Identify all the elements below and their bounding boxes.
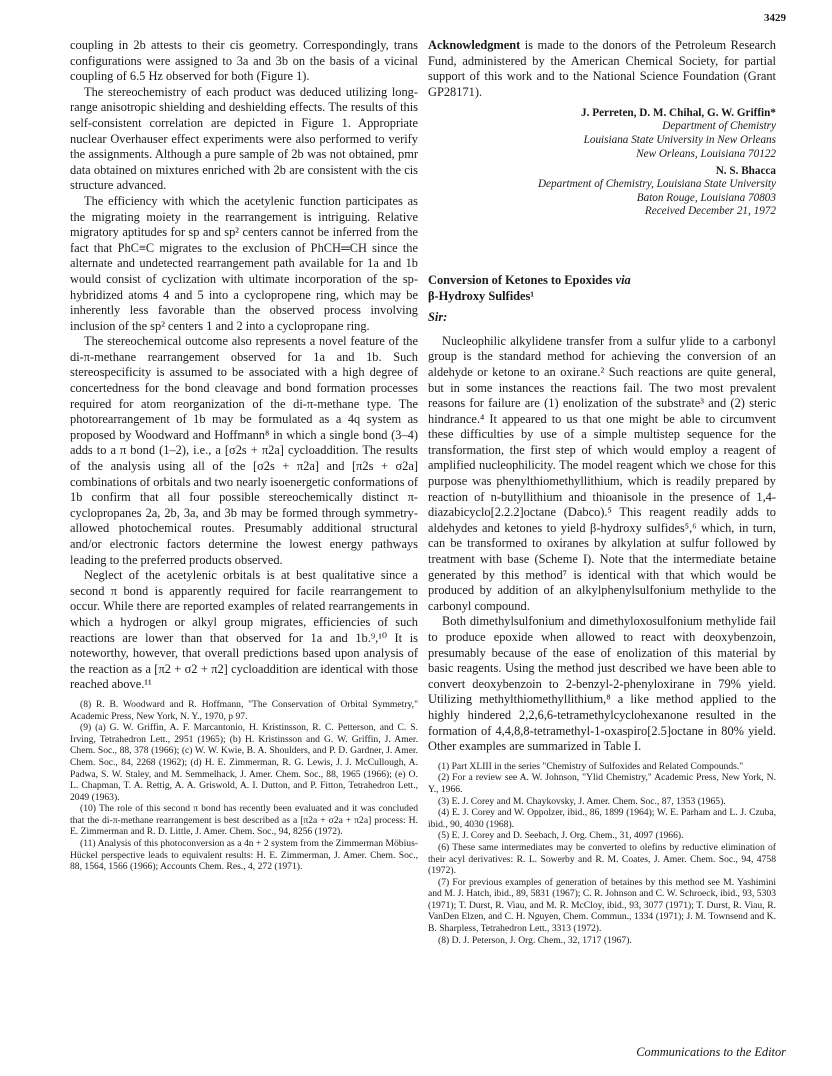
received-date: Received December 21, 1972: [644, 205, 776, 218]
footnote: (10) The role of this second π bond has recently been evaluated and it was concluded that the di-π-methane rearrangement is best described as a [π2a + σ2a + π2a] process: H. E. Zimmerman and R. D. Little, J. Amer. Chem. Soc., 94, 8256 (1972).: [70, 803, 418, 838]
paragraph: Both dimethylsulfonium and dimethyloxosulfonium methylide fail to produce epoxide when allowed to react with deoxybenzoin, presumably because of the ease of enolization of this material by basic reagents. Using the method just described we have been able to convert deoxybenzoin to 2-benzyl-2-phenyloxirane in 79% yield. Utilizing methylthiomethyllithium,⁸ a like method applied to the highly hindered 2,2,6,6-tetramethylcyclohexanone resulted in the formation of 4,4,8,8-tetramethyl-1-oxaspiro[2.5]octane in 80% yield. Other examples are summarized in Table I.: [428, 614, 776, 754]
affiliation: Department of Chemistry: [662, 120, 776, 133]
paragraph: The stereochemistry of each product was deduced utilizing long-range anisotropic shielding and deshielding effects. The results of this self-consistent correlation are depicted in Figure 1. Appropriate nuclear Overhauser effect experiments were also performed to verify the assignments. Although a pure sample of 2b was not obtained, pmr data obtained on mixtures enriched with 2b are consistent with the cis structure advanced.: [70, 84, 418, 193]
footnotes: [70, 699, 418, 873]
affiliation: Baton Rouge, Louisiana 70803: [636, 191, 776, 204]
right-column: [428, 38, 776, 946]
article-title: [428, 273, 776, 304]
paragraph: Nucleophilic alkylidene transfer from a sulfur ylide to a carbonyl group is the standard method for achieving the conversion of an aldehyde or ketone to an oxirane.² Such reactions are quite general, but in some instances the reactions fail. The two most prevalent reasons for failure are (1) enolization of the substrate³ and (2) steric hindrance.⁴ It appeared to us that one might be able to circumvent these difficulties by use of a simple multistep sequence for the transformation, the first step of which would employ a reagent of amplified nucleophilicity. The model reagent which we chose for this purpose was phenylthiomethyllithium, which is readily prepared by reaction of n-butyllithium and thioanisole in the presence of 1,4-diazabicyclo[2.2.2]octane (Dabco).⁵ This reagent readily adds to aldehydes and ketones to yield β-hydroxy sulfides⁵,⁶ which, in turn, can be transformed to oxiranes by alkylation at sulfur followed by treatment with base (Scheme I). Note that the intermediate betaine generated by this method⁷ is identical with that which would be produced by addition of an alkylphenylsulfonium methylide to the carbonyl compound.: [428, 333, 776, 613]
title-via: via: [615, 272, 631, 287]
paragraph: The stereochemical outcome also represents a novel feature of the di-π-methane rearrangement observed for 1a and 1b. Such stereospecificity is assumed to be associated with a high degree of concertedness for the bond cleavage and bond formation processes required for atom reorganization of the di-π-methane type. The photorearrangement of 1b may be formulated as a 4q system as proposed by Woodward and Hoffmann⁸ in which a single bond (3–4) adds to a π bond (1–2), i.e., a [σ2s + π2a] cycloaddition. The results of the analysis using all of the [σ2s + π2a] and [π2s + σ2a] combinations of orbitals and two nearly isoenergetic conformations of 1b confirm that all four possible stereochemically distinct π-cyclopropanes 2a, 2b, 3a, and 3b may be formed through symmetry-allowed photochemical routes. Presumably additional structural and/or electronic factors determine the lowest energy pathways leading to the preferred products observed.: [70, 334, 418, 567]
page-number: 3429: [764, 12, 786, 24]
footnote: (8) R. B. Woodward and R. Hoffmann, "The Conservation of Orbital Symmetry," Academic Press, New York, N. Y., 1970, p 97.: [70, 698, 418, 722]
footnote: (1) Part XLIII in the series "Chemistry of Sulfoxides and Related Compounds.": [438, 760, 744, 772]
footnote: (5) E. J. Corey and D. Seebach, J. Org. Chem., 31, 4097 (1966).: [438, 830, 684, 842]
paragraph: coupling in 2b attests to their cis geometry. Correspondingly, trans configurations were assigned to 3a and 3b on the basis of a vicinal coupling of 6.5 Hz observed for both (Figure 1).: [70, 38, 418, 84]
footnote: (3) E. J. Corey and M. Chaykovsky, J. Amer. Chem. Soc., 87, 1353 (1965).: [438, 795, 726, 807]
footnotes: [428, 761, 776, 947]
affiliation: Louisiana State University in New Orleans: [583, 133, 776, 146]
footnote: (8) D. J. Peterson, J. Org. Chem., 32, 1717 (1967).: [438, 934, 632, 946]
salutation: Sir:: [428, 310, 448, 325]
author-list: N. S. Bhacca: [715, 165, 776, 178]
footnote: (4) E. J. Corey and W. Oppolzer, ibid., 86, 1899 (1964); W. E. Parham and L. J. Czuba, ibid., 90, 4030 (1968).: [428, 807, 776, 830]
footnote: (2) For a review see A. W. Johnson, "Ylid Chemistry," Academic Press, New York, N. Y., 1966.: [428, 772, 776, 795]
acknowledgment-text: is made to the donors of the Petroleum Research Fund, administered by the American Chemical Society, for partial support of this work and to the National Science Foundation (Grant GP28171).: [428, 38, 776, 99]
paragraph: The efficiency with which the acetylenic function participates as the migrating moiety in the rearrangement is intriguing. Relative migratory aptitudes for sp and sp² centers cannot be inferred from the fact that PhC≡C migrates to the exclusion of PhCH═CH since the alternate and undetected rearrangement path available for 1a and 1b would consist of cyclization with ultimate incorporation of the sp-hybridized atoms 4 and 5 into a cyclopropene ring, which may be inherently less favorable than the observed process involving inclusion of the sp² centers 1 and 2 into a cyclopropane ring.: [70, 193, 418, 333]
author-list: J. Perreten, D. M. Chihal, G. W. Griffin*: [581, 107, 776, 120]
footnote: (6) These same intermediates may be converted to olefins by reductive elimination of their acyl derivatives: R. L. Sowerby and R. M. Coates, J. Amer. Chem. Soc., 94, 4758 (1972).: [428, 841, 776, 877]
affiliation: Department of Chemistry, Louisiana State University: [537, 178, 776, 191]
journal-section-footer: Communications to the Editor: [636, 1045, 786, 1059]
title-text: β-Hydroxy Sulfides¹: [428, 288, 535, 303]
footnote: (9) (a) G. W. Griffin, A. F. Marcantonio, H. Kristinsson, R. C. Petterson, and C. S. Irving, Tetrahedron Lett., 2951 (1965); (b) H. Kristinsson and G. W. Griffin, J. Amer. Chem. Soc., 88, 378 (1966); (c) W. W. Kwie, B. A. Shoulders, and P. D. Gardner, J. Amer. Chem. Soc., 84, 2268 (1962); (d) H. E. Zimmerman, R. G. Lewis, J. J. McCullough, A. Padwa, S. W. Staley, and M. Semmelhack, J. Amer. Chem. Soc., 88, 1965 (1966); (e) O. L. Chapman, T. A. Rettig, A. A. Griswold, A. I. Dutton, and P. Fitton, Tetrahedron Lett., 2049 (1963).: [70, 722, 418, 803]
footnote: (11) Analysis of this photoconversion as a 4n + 2 system from the Zimmerman Möbius-Hückel perspective leads to equivalent results: H. E. Zimmerman, J. Amer. Chem. Soc., 88, 1564, 1566 (1966); Accounts Chem. Res., 4, 272 (1971).: [70, 838, 418, 873]
footnote: (7) For previous examples of generation of betaines by this method see M. Yashimini and M. J. Hatch, ibid., 89, 5831 (1967); C. R. Johnson and C. W. Schroeck, ibid., 93, 5303 (1971); T. Durst, R. Viau, and M. R. McCloy, ibid., 93, 3077 (1971); T. Durst, R. Viau, R. VanDen Elzen, and C. H. Nguyen, Chem. Commun., 1334 (1971); J. M. Townsend and K. B. Sharpless, Tetrahedron Lett., 3313 (1972).: [428, 876, 776, 935]
acknowledgment: [428, 38, 776, 100]
acknowledgment-lead: Acknowledgment: [428, 38, 521, 52]
title-text: Conversion of Ketones to Epoxides: [428, 272, 616, 287]
paragraph: Neglect of the acetylenic orbitals is at best qualitative since a second π bond is apparently required for facile rearrangement to occur. While there are reported examples of related rearrangements in which a hydrogen or alkyl group migrates, efficiencies of such reactions are lower than that observed for 1a and 1b.⁹,¹⁰ It is noteworthy, however, that overall predictions based upon analysis of the reaction as a [π2 + σ2 + π2] cycloaddition are identical with those reached above.¹¹: [70, 568, 418, 692]
left-column: [70, 38, 418, 873]
affiliation: New Orleans, Louisiana 70122: [636, 147, 776, 160]
